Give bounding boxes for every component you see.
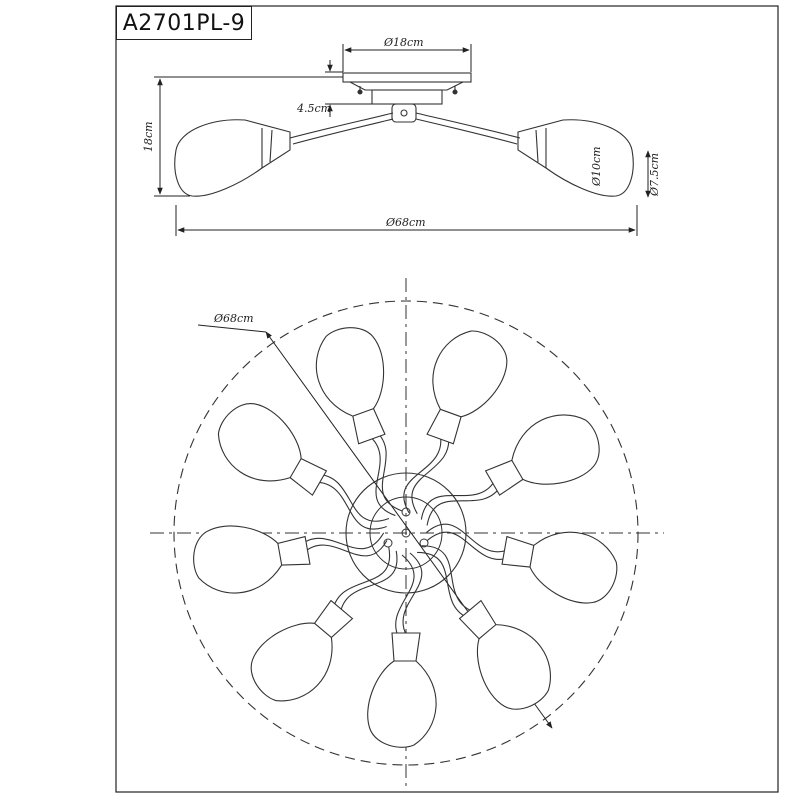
shade: [441, 590, 567, 722]
label-top-diameter: Ø68cm: [214, 312, 254, 325]
label-canopy-height: 4.5cm: [297, 102, 332, 115]
left-arm: [290, 113, 393, 144]
model-number-box: [116, 6, 252, 40]
arm-with-shade: [304, 319, 435, 525]
arm-with-shade: [368, 553, 436, 747]
top-view: [150, 278, 664, 788]
arm-with-shade: [385, 321, 516, 527]
arm-curve: [424, 521, 514, 562]
side-view: [175, 73, 633, 196]
shade: [188, 513, 312, 600]
canopy-plate: [343, 73, 471, 82]
shade: [478, 400, 611, 516]
shade: [412, 321, 515, 452]
shade: [498, 521, 622, 608]
shade: [368, 633, 436, 747]
shade: [205, 393, 338, 509]
right-arm: [416, 113, 520, 144]
right-shade: [518, 120, 633, 196]
label-shade-width: Ø7.5cm: [648, 152, 661, 196]
center-hub: [392, 104, 416, 122]
label-canopy-diameter: Ø18cm: [384, 36, 424, 49]
label-total-width: Ø68cm: [386, 216, 426, 229]
shade: [304, 319, 407, 450]
canopy-body: [372, 90, 442, 104]
label-shade-length: Ø10cm: [590, 146, 603, 186]
arm-curve: [299, 526, 389, 567]
model-number: A2701PL-9: [122, 10, 246, 36]
arm-with-shade: [188, 499, 391, 600]
label-height: 18cm: [142, 121, 155, 152]
shade: [239, 585, 365, 717]
side-view-labels: [142, 36, 661, 229]
left-shade: [175, 120, 290, 196]
arm-curve: [396, 553, 422, 640]
